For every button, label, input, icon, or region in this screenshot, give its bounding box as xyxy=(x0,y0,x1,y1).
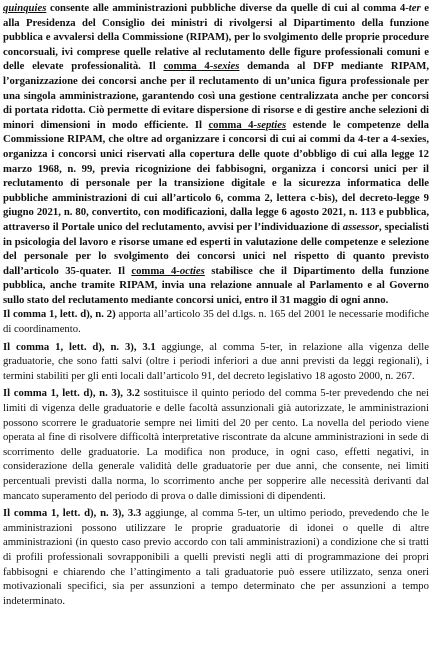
paragraph-comma-1-lett-d-n-3-3-3 xyxy=(3,506,429,608)
text-segment: demanda al DFP mediante RIPAM, l’organizzazione dei concorsi anche per il reclutamento di un’unica figura professionale per una singola amministrazione, garantendo così una gestione centralizzata anche per concorsi di portata ridotta. Ciò permette di evitare dispersione di risorse e di gestire anche selezioni di minori dimensioni in modo efficiente. Il xyxy=(3,60,429,131)
text-segment: Il comma 1, lett. d), n. 3), 3.1 xyxy=(3,340,156,353)
text-segment: assessor xyxy=(342,220,379,233)
text-segment: Il comma 1, lett. d), n. 2) xyxy=(3,308,116,321)
text-segment: apporta all’articolo 35 del d.lgs. n. 165 del 2001 le necessarie modifiche di coordinamento. xyxy=(3,308,430,336)
text-segment: aggiunge, al comma 5-ter, un ultimo periodo, prevedendo che le amministrazioni possono utilizzare le proprie graduatorie di idonei o quelle di altre amministrazioni (in questo caso previo accordo con tali amministrazioni) a condizione che si tratti di profili professionali sovrapponibili a quelli previsti negli atti di programmazione dei propri fabbisogni e chiarendo che l’attingimento a tali graduatorie può essere utilizzato, senza oneri motivazionali specifici, sia per assunzioni a tempo determinato che per assunzioni a tempo indeterminato. xyxy=(3,507,430,607)
text-segment: e alla Presidenza del Consiglio dei ministri di rivolgersi al Dipartimento della funzione pubblica e avvalersi della Commissione (RIPAM), per lo svolgimento delle proprie procedure concorsuali, ivi comprese quelle relative al reclutamento delle figure professionali comuni e delle elevate professionalità. Il xyxy=(3,2,429,73)
text-segment: consente alle amministrazioni pubbliche diverse da quelle di cui al comma 4- xyxy=(46,2,409,14)
paragraph-comma-1-lett-d-n-3-3-2 xyxy=(3,386,429,503)
paragraph-comma-4-quinquies-octies xyxy=(3,1,429,307)
text-segment: quinquies xyxy=(3,2,47,14)
text-segment: estende le competenze della Commissione RIPAM, che oltre ad organizzare i concorsi di cui ai commi da 4-ter a 4-sexies, organizza i concorsi unici riservati alla copertura delle quote d’obbligo di cui alla legge 12 marzo 1968, n. 99, previa ricognizione dei fabbisogni, organizza i concorsi unici per il reclutamento di personale per la transizione digitale e la sicurezza informatica delle pubbliche amministrazioni di cui all’articolo 6, comma 2, lettera c-bis), del decreto-legge 9 giugno 2021, n. 80, convertito, con modificazioni, dalla legge 6 agosto 2021, n. 113 e pubblica, attraverso il Portale unico del reclutamento, avvisi per l’individuazione di xyxy=(3,118,430,233)
text-segment: comma 4- xyxy=(163,60,214,73)
text-segment: octies xyxy=(179,264,205,277)
text-segment: comma 4- xyxy=(131,264,180,277)
text-segment: , specialisti in psicologia del lavoro e risorse umane ed esperti in valutazione delle competenze e selezione del personale per lo svolgimento dei concorsi unici nel rispetto di quanto previsto dall’articolo 35-quater. Il xyxy=(3,220,429,277)
text-segment: Il comma 1, lett. d), n. 3), 3.3 xyxy=(3,507,142,520)
text-segment: stabilisce che il Dipartimento della funzione pubblica, anche tramite RIPAM, invia una relazione annuale al Parlamento e al Governo sullo stato del reclutamento mediante concorsi unici, entro il 31 maggio di ogni anno. xyxy=(3,264,429,306)
paragraph-comma-1-lett-d-n-2 xyxy=(3,307,429,336)
text-segment: ter xyxy=(408,2,421,14)
text-segment: comma 4- xyxy=(208,118,258,131)
text-segment: sostituisce il quinto periodo del comma 5-ter prevedendo che nei limiti di vigenza delle graduatorie e delle facoltà assunzionali già autorizzate, le amministrazioni possono scorrere le graduatorie sempre nei limiti del 20 per cento. La novella del periodo viene operata al fine di risolvere difficoltà interpretative riscontrate da alcune amministrazioni in sede di scorrimento delle graduatorie. La modifica non produce, in ogni caso, effetti negativi, in considerazione della generale validità delle graduatorie per due anni, che consente, nei limiti percentuali previsti dalla norma, lo scorrimento anche per sopperire alle necessità derivanti dal mancato superamento del periodo di prova o dalle dimissioni di dipendenti. xyxy=(3,387,430,502)
paragraph-comma-1-lett-d-n-3-3-1 xyxy=(3,340,429,384)
text-segment: Il comma 1, lett. d), n. 3), 3.2 xyxy=(3,387,140,400)
text-segment: aggiunge, al comma 5-ter, in relazione alla vigenza delle graduatorie, che sono fatti salvi (oltre i periodi inferiori a due anni previsti da leggi regionali), i termini stabiliti per gli enti locali dall’articolo 91, del decreto legislativo 18 agosto 2000, n. 267. xyxy=(3,340,430,382)
text-segment: septies xyxy=(257,118,287,131)
text-segment: sexies xyxy=(213,60,240,73)
